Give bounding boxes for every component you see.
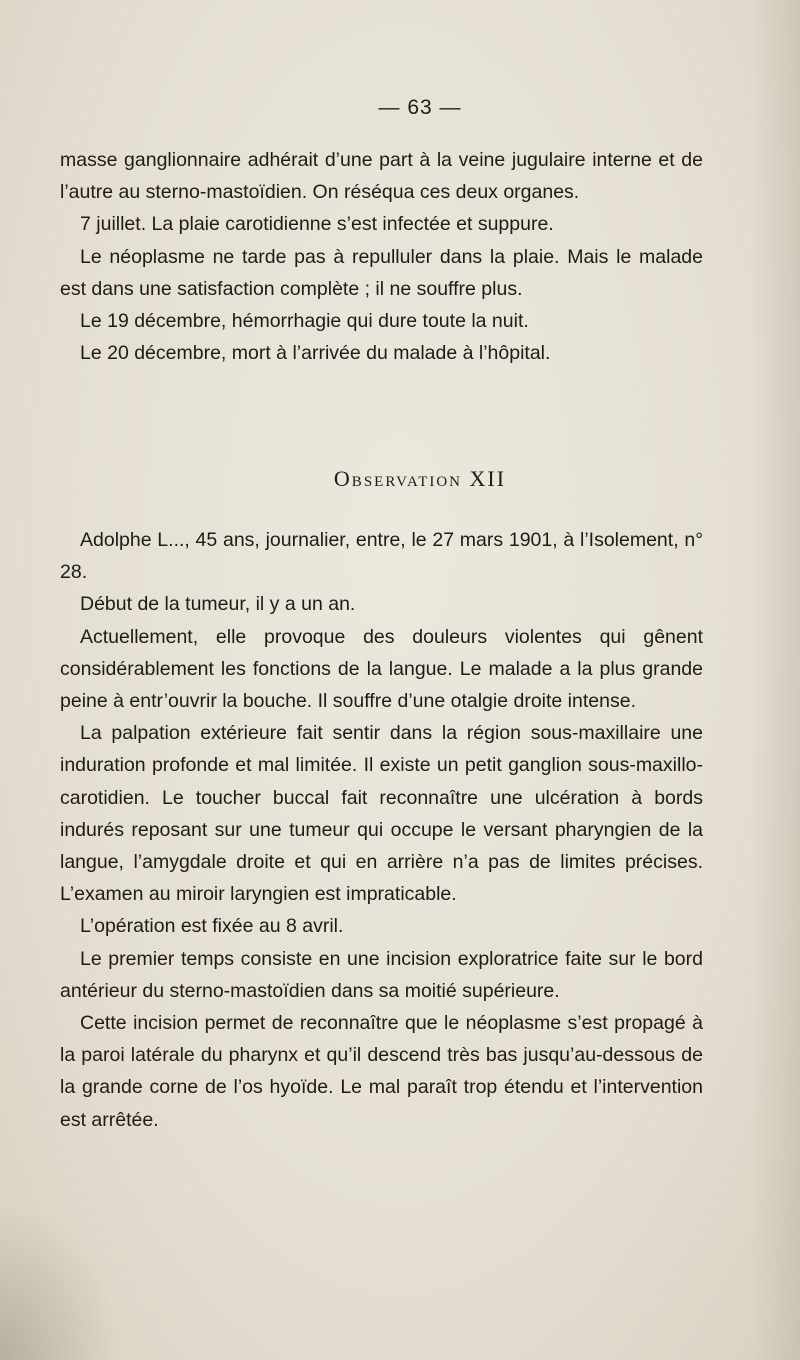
paragraph: 7 juillet. La plaie carotidienne s’est infectée et suppure. (80, 213, 554, 236)
page-edge-shadow (750, 0, 800, 1360)
paragraph: Actuellement, elle provoque des douleurs violentes qui gênent considérablement les fonctions de la langue. Le malade a la plus grande peine à entr’ouvrir la bouche. Il souffre d’une otalgie droite intense. (60, 625, 703, 713)
page-number: — 63 — (378, 96, 462, 119)
paragraph: Adolphe L..., 45 ans, journalier, entre, le 27 mars 1901, à l’Isolement, n° 28. (60, 529, 703, 584)
paragraph: masse ganglionnaire adhérait d’une part à la veine jugulaire interne et de l’autre au sterno-mastoïdien. On réséqua ces deux organes. (60, 149, 703, 204)
paragraph: Le néoplasme ne tarde pas à repulluler dans la plaie. Mais le malade est dans une satisfaction complète ; il ne souffre plus. (60, 245, 703, 300)
paragraph: L’opération est fixée au 8 avril. (80, 915, 344, 938)
page-corner-stain (0, 1200, 120, 1360)
observation-text (60, 524, 703, 1136)
paragraph: Le 19 décembre, hémorrhagie qui dure toute la nuit. (80, 310, 529, 333)
observation-heading: Observation XII (333, 466, 507, 491)
paragraph: Le premier temps consiste en une incision exploratrice faite sur le bord antérieur du sterno-mastoïdien dans sa moitié supérieure. (60, 947, 703, 1002)
paragraph: Début de la tumeur, il y a un an. (80, 593, 356, 616)
paragraph: La palpation extérieure fait sentir dans la région sous-maxillaire une induration profonde et mal limitée. Il existe un petit ganglion sous-maxillo-carotidien. Le toucher buccal fait reconnaître une ulcération à bords indurés reposant sur une tumeur qui occupe le versant pharyngien de la langue, l’amygdale droite et qui en arrière n’a pas de limites précises. L’examen au miroir laryngien est impraticable. (60, 722, 703, 906)
paragraph: Cette incision permet de reconnaître que le néoplasme s’est propagé à la paroi latérale du pharynx et qu’il descend très bas jusqu’au-dessous de la grande corne de l’os hyoïde. Le mal paraît trop étendu et l’intervention est arrêtée. (60, 1012, 703, 1131)
paragraph: Le 20 décembre, mort à l’arrivée du malade à l’hôpital. (80, 342, 551, 365)
case-continuation-text (60, 144, 703, 369)
